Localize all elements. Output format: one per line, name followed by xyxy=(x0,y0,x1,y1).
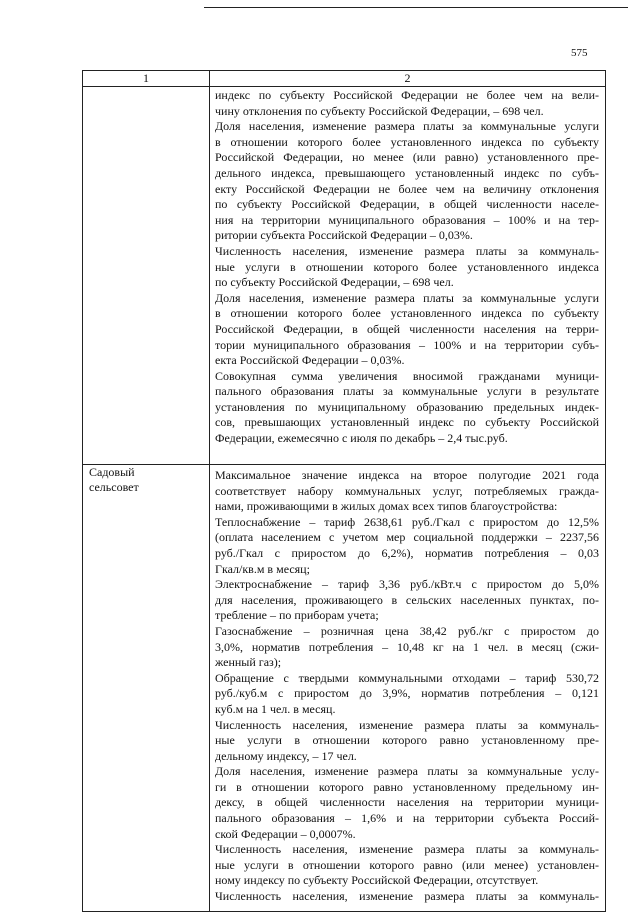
text-line: чину отклонения по субъекту Российской Федерации, – 698 чел. xyxy=(215,103,544,118)
text-line: Российской Федерации, но менее (или равно) установленного пре- xyxy=(215,150,599,165)
text-line: по субъекту Российской Федерации, – 698 чел. xyxy=(215,275,454,290)
text-line: Максимальное значение индекса на второе полугодие 2021 года xyxy=(215,468,599,482)
text-line: Доля населения, изменение размера платы за коммунальные услуги xyxy=(215,119,599,134)
page-number: 575 xyxy=(571,47,588,59)
text-line: тории муниципального образования – 100% и на территории субъ- xyxy=(215,337,599,352)
row-label-cell xyxy=(83,465,210,912)
text-line: нами, проживающими в жилых домах всех типов благоустройства: xyxy=(215,499,558,514)
text-line: дельного индекса, превышающего установленный индекс по субъ- xyxy=(215,165,599,180)
text-line: Российской Федерации, в общей численности населения на терри- xyxy=(215,321,599,336)
text-line: Теплоснабжение – тариф 2638,61 руб./Гкал с приростом до 12,5% xyxy=(215,514,599,529)
text-line: Численность населения, изменение размера платы за коммуналь- xyxy=(215,717,599,732)
text-line: ные услуги в отношении которого равно установленному пре- xyxy=(215,733,599,748)
text-line: ные услуги в отношении которого равно (или менее) установлен- xyxy=(215,857,599,872)
text-line: Доля населения, изменение размера платы за коммунальные услуги xyxy=(215,290,599,305)
text-line: пального образования – 1,6% и на территории субъекта Россий- xyxy=(215,811,599,826)
table-header-row xyxy=(83,71,606,87)
text-line: екта Российской Федерации – 0,03%. xyxy=(215,353,405,368)
text-line: пального образования платы за коммунальные услуги в результате xyxy=(215,384,599,399)
table-row xyxy=(83,465,606,912)
text-line: ской Федерации – 0,0007%. xyxy=(215,826,356,841)
text-line: индекс по субъекту Российской Федерации не более чем на вели- xyxy=(215,88,599,102)
row-content-cell xyxy=(210,87,606,465)
text-line: Электроснабжение – тариф 3,36 руб./кВт.ч с приростом до 5,0% xyxy=(215,577,599,592)
text-line: Численность населения, изменение размера платы за коммуналь- xyxy=(215,243,599,258)
text-line: ные услуги в отношении которого более установленного индекса xyxy=(215,259,599,274)
header-rule xyxy=(204,7,628,8)
text-line: в отношении которого более установленного индекса по субъекту xyxy=(215,306,599,321)
text-line: дельному индексу, – 17 чел. xyxy=(215,748,357,763)
text-line: Совокупная сумма увеличения вносимой гражданами муници- xyxy=(215,368,599,383)
text-line: в отношении которого более установленного индекса по субъекту xyxy=(215,134,599,149)
text-line: ному индексу по субъекту Российской Федерации, отсутствует. xyxy=(215,873,539,888)
text-line: ритории субъекта Российской Федерации – 0,03%. xyxy=(215,228,473,243)
header-col-2: 2 xyxy=(210,71,606,87)
text-line: Доля населения, изменение размера платы за коммунальные услу- xyxy=(215,764,599,779)
text-line: сов, превышающих установленный индекс по субъекту Российской xyxy=(215,415,599,430)
text-line: Обращение с твердыми коммунальными отходами – тариф 530,72 xyxy=(215,670,599,685)
text-line: Численность населения, изменение размера платы за коммуналь- xyxy=(215,889,599,904)
text-line: по субъекту Российской Федерации, в общей численности населе- xyxy=(215,197,599,212)
text-line: установления по муниципальному образованию предельных индек- xyxy=(215,399,599,414)
text-line: (оплата населением с учетом мер социальной поддержки – 2237,56 xyxy=(215,530,599,545)
row-content-cell xyxy=(210,465,606,912)
text-line: Федерации, ежемесячно с июля по декабрь – 2,4 тыс.руб. xyxy=(215,431,508,446)
text-line: требление – по приборам учета; xyxy=(215,608,379,623)
text-line: 3,0%, норматив потребления – 10,48 кг на 1 чел. в месяц (сжи- xyxy=(215,639,599,654)
row-label-line: Садовый xyxy=(89,465,135,479)
text-line: Газоснабжение – розничная цена 38,42 руб./кг с приростом до xyxy=(215,623,599,638)
text-line: соответствует набору коммунальных услуг, потребляемых гражда- xyxy=(215,483,599,498)
row-label-cell xyxy=(83,87,210,465)
row-label-line: сельсовет xyxy=(89,479,139,494)
text-line: екту Российской Федерации не более чем на величину отклонения xyxy=(215,181,599,196)
text-line: ги в отношении которого равно установленному предельному ин- xyxy=(215,779,599,794)
text-line: куб.м на 1 чел. в месяц. xyxy=(215,701,336,716)
text-line: руб./Гкал с приростом до 6,2%), норматив потребления – 0,03 xyxy=(215,545,599,560)
text-line: Гкал/кв.м в месяц; xyxy=(215,561,310,576)
document-table xyxy=(82,70,606,912)
header-col-1: 1 xyxy=(83,71,210,87)
text-line: дексу, в общей численности населения на территории муници- xyxy=(215,795,599,810)
text-line: для населения, проживающего в сельских населенных пунктах, по- xyxy=(215,592,599,607)
text-line: Численность населения, изменение размера платы за коммуналь- xyxy=(215,842,599,857)
text-line: ния на территории муниципального образования – 100% и на тер- xyxy=(215,212,599,227)
table-row xyxy=(83,87,606,465)
text-line: руб./куб.м с приростом до 3,9%, норматив потребления – 0,121 xyxy=(215,686,599,701)
text-line: женный газ); xyxy=(215,655,282,670)
